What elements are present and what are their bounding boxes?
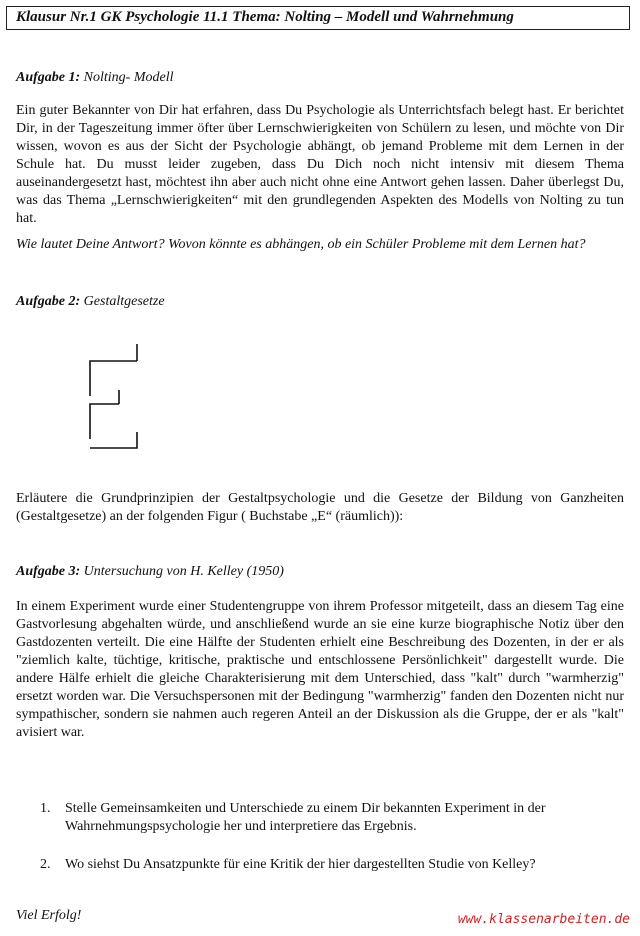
- task2-label: Aufgabe 2:: [16, 294, 81, 309]
- task3-heading: [16, 564, 284, 580]
- gestalt-e-stroke-upper: [90, 361, 137, 396]
- task2-body: Erläutere die Grundprinzipien der Gestaltpsychologie und die Gesetze der Bildung von Ganzheiten (Gestaltgesetze) an der folgenden Figur ( Buchstabe „E“ (räumlich)):: [16, 491, 624, 524]
- task3-label: Aufgabe 3:: [16, 564, 81, 579]
- exam-header: Klausur Nr.1 GK Psychologie 11.1 Thema: Nolting – Modell und Wahrnehmung: [6, 6, 630, 30]
- task1-heading: [16, 70, 174, 86]
- task3-title: Untersuchung von H. Kelley (1950): [83, 564, 284, 579]
- task3-body: In einem Experiment wurde einer Studentengruppe von ihrem Professor mitgeteilt, dass an diesem Tag eine Gastvorlesung abgehalten würde, und anschließend wurde an sie eine kurze biographische Notiz über den Gastdozenten verteilt. Die eine Hälfte der Studenten erhielt eine Beschreibung des Dozenten, in der er als "ziemlich kalte, tüchtige, kritische, praktische und entschlossene Persönlichkeit" dargestellt wurde. Die andere Hälfe erhielt die gleiche Charakterisierung mit dem Unterschied, dass "kalt" durch "warmherzig" ersetzt worden war. Die Versuchspersonen mit der Bedingung "warmherzig" fanden den Dozenten nicht nur sympathischer, sondern sie nahmen auch regeren Anteil an der Diskussion als die Gruppe, der er als "kalt" avisiert war.: [16, 599, 624, 740]
- closing-text: Viel Erfolg!: [16, 908, 82, 923]
- task1-body: Ein guter Bekannter von Dir hat erfahren, dass Du Psychologie als Unterrichtsfach belegt hast. Er berichtet Dir, in der Tageszeitung immer öfter über Lernschwierigkeiten von Schülern zu lesen, und möchte von Dir wissen, wovon es aus der Sicht der Psychologie abhängt, ob jemand Probleme mit dem Lernen in der Schule hat. Du musst leider zugeben, dass Du Dich noch nicht intensiv mit diesem Thema auseinandergesetzt hast, möchtest ihn aber auch nicht ohne eine Antwort gehen lassen. Daher überlegst Du, was das Thema „Lernschwierigkeiten“ mit den grundlegenden Aspekten des Modells von Nolting zu tun hat.: [16, 103, 624, 226]
- list-item-number: 1.: [40, 801, 51, 816]
- gestalt-e-figure: [80, 340, 150, 458]
- task1-question: Wie lautet Deine Antwort? Wovon könnte es abhängen, ob ein Schüler Probleme mit dem Lernen hat?: [16, 237, 586, 252]
- task1-label: Aufgabe 1:: [16, 70, 81, 85]
- gestalt-e-stroke-middle: [90, 404, 119, 439]
- gestalt-e-stroke-bottom: [90, 432, 137, 448]
- list-item-text: Stelle Gemeinsamkeiten und Unterschiede zu einem Dir bekannten Experiment in der Wahrnehmungspsychologie her und interpretiere das Ergebnis.: [65, 801, 546, 834]
- list-item-text: Wo siehst Du Ansatzpunkte für eine Kritik der hier dargestellten Studie von Kelley?: [65, 857, 536, 872]
- task1-title: Nolting- Modell: [83, 70, 174, 85]
- task2-title: Gestaltgesetze: [83, 294, 165, 309]
- list-item-number: 2.: [40, 857, 51, 872]
- task2-heading: [16, 294, 165, 310]
- watermark-link[interactable]: www.klassenarbeiten.de: [457, 912, 630, 927]
